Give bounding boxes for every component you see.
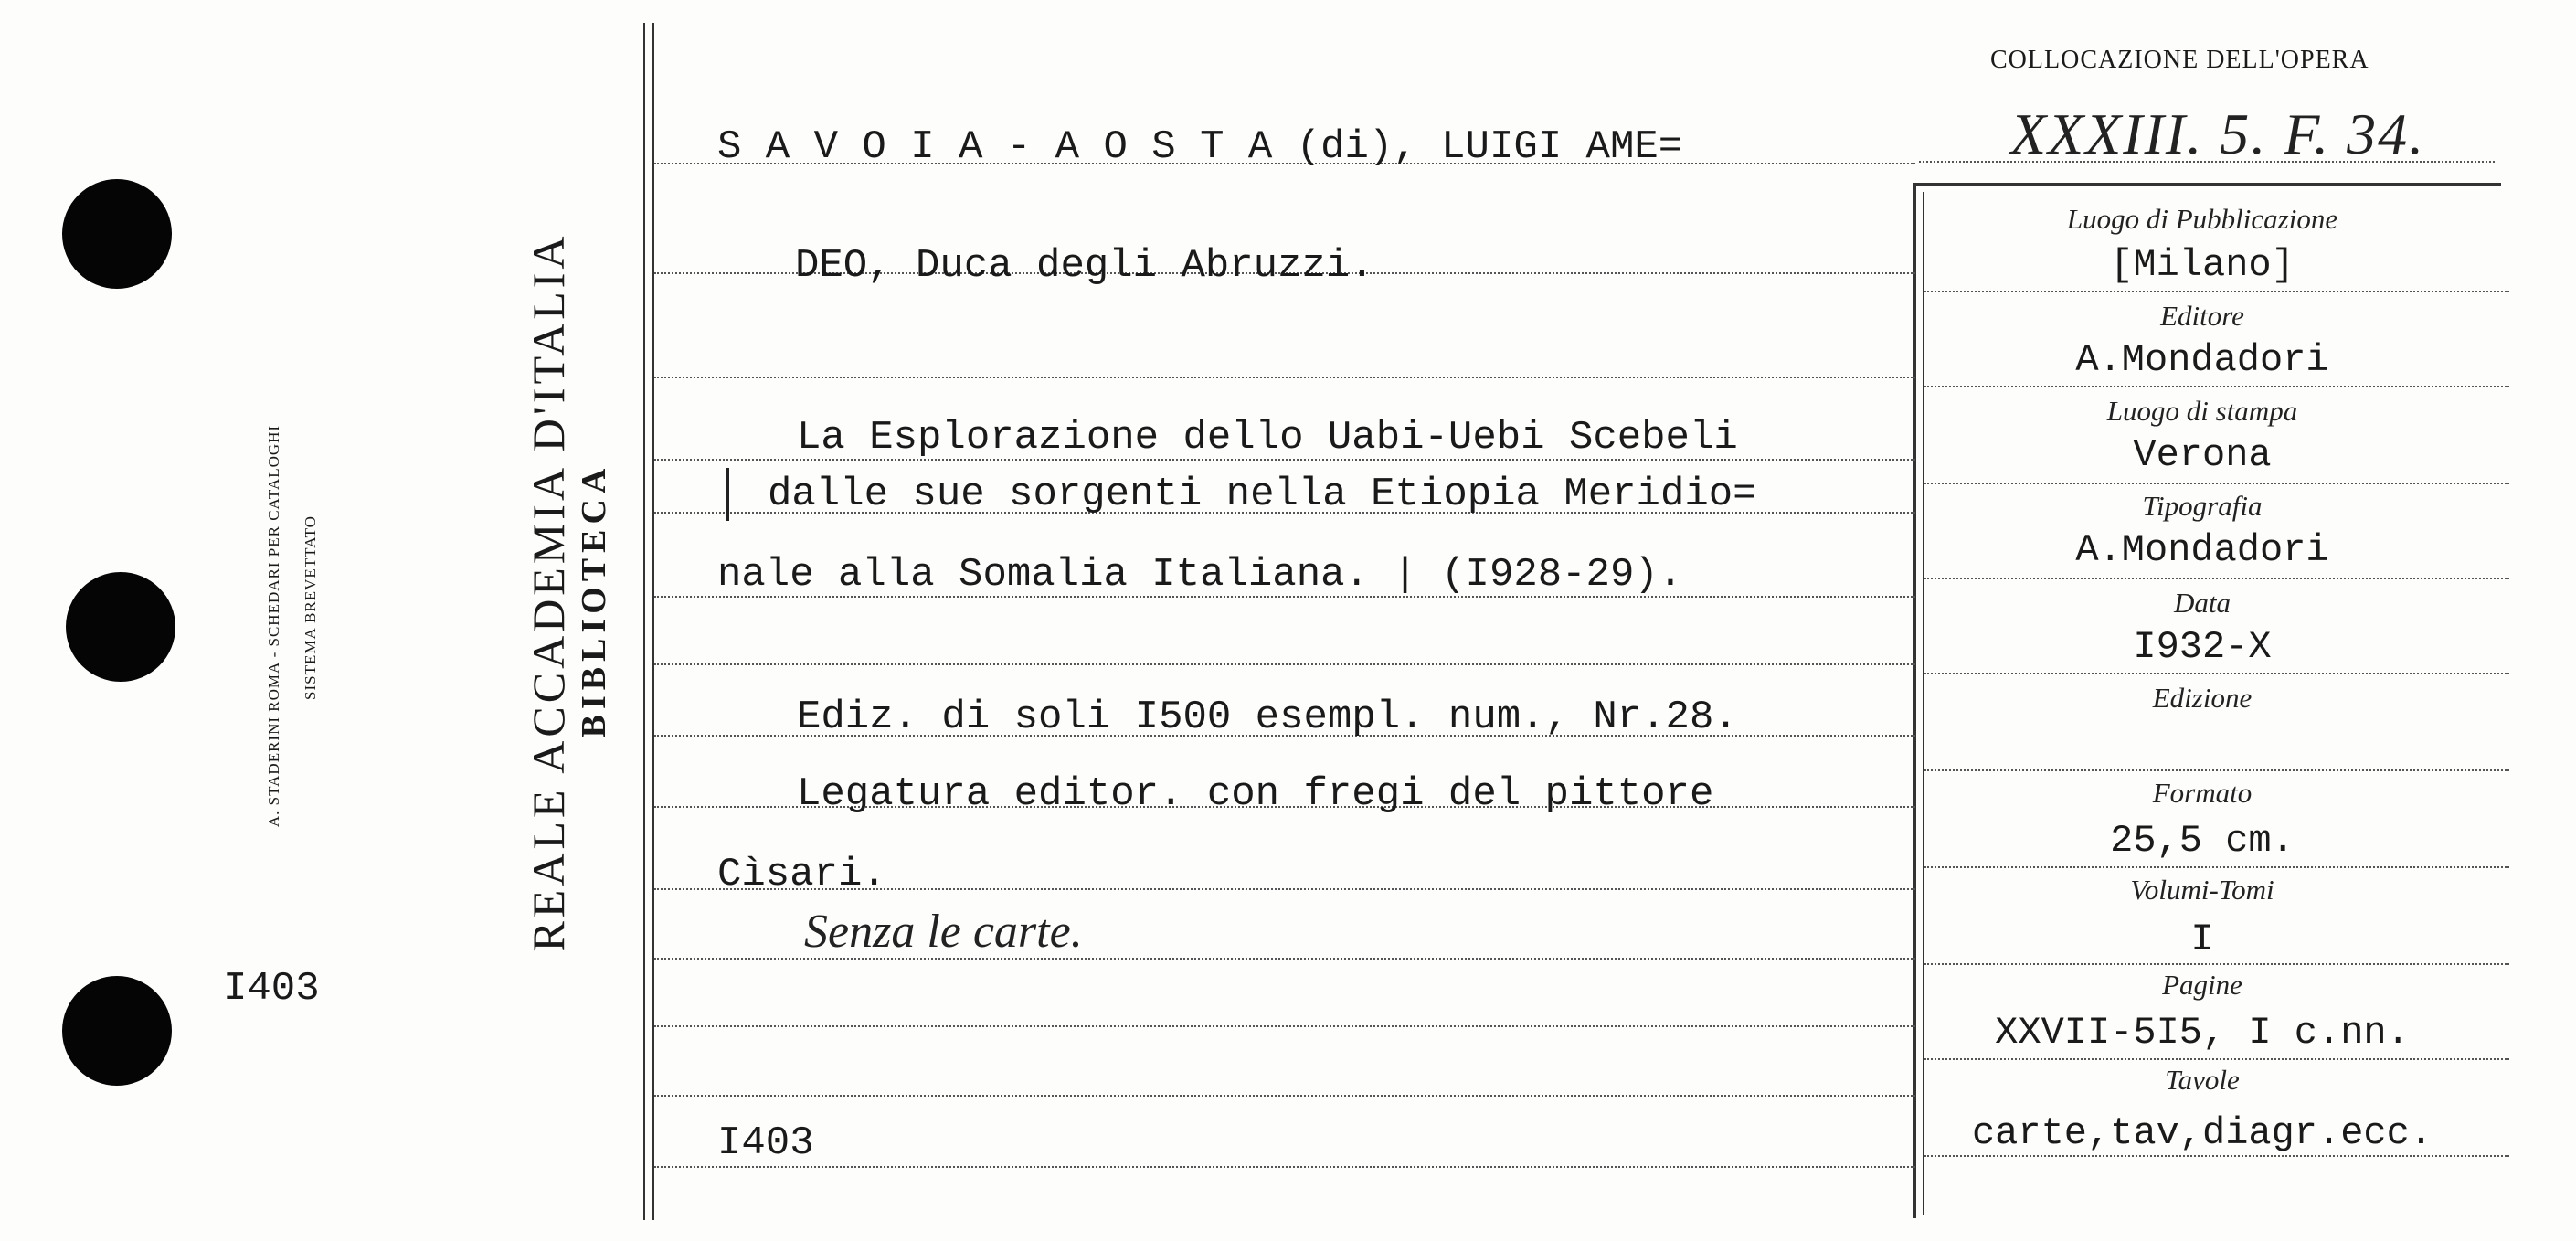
- left-number: I403: [223, 966, 320, 1012]
- field-rule-line: [1924, 483, 2509, 484]
- field-value: Verona: [2133, 433, 2272, 477]
- field-label: Pagine: [2162, 969, 2242, 1001]
- note-line-1: Ediz. di soli I500 esempl. num., Nr.28.: [797, 695, 1738, 740]
- rule-line: [654, 1095, 1915, 1097]
- field-label: Tipografia: [2142, 490, 2263, 522]
- rule-line: [654, 377, 1915, 378]
- margin-line-left: [643, 23, 645, 1220]
- author-line-1: S A V O I A - A O S T A (di), LUIGI AME=: [717, 124, 1683, 170]
- field-rule-line: [1924, 1155, 2509, 1157]
- field-label: Formato: [2152, 777, 2253, 809]
- field-rule-line: [1924, 963, 2509, 965]
- field-rule-line: [1924, 769, 2509, 771]
- punch-hole-middle: [66, 572, 175, 682]
- field-label: Edizione: [2152, 682, 2253, 714]
- field-rule-line: [1924, 291, 2509, 292]
- rule-line: [654, 1025, 1915, 1027]
- patent-label: [302, 233, 338, 982]
- collocation-label: COLLOCAZIONE DELL'OPERA: [1990, 46, 2369, 74]
- note-line-2: Legatura editor. con fregi del pittore: [797, 771, 1714, 817]
- rule-line: [654, 663, 1915, 665]
- title-line-1: La Esplorazione dello Uabi-Uebi Scebeli: [797, 415, 1738, 461]
- field-label: Data: [2174, 587, 2231, 619]
- printer-label: [265, 251, 302, 1001]
- field-label: Luogo di Pubblicazione: [2066, 203, 2338, 235]
- margin-line-left-2: [652, 23, 654, 1220]
- field-value: XXVII-5I5, I c.nn.: [1995, 1011, 2410, 1055]
- inventory-number: I403: [717, 1120, 814, 1166]
- field-rule-line: [1924, 866, 2509, 868]
- field-value: carte,tav,diagr.ecc.: [1971, 1111, 2433, 1155]
- field-value: 25,5 cm.: [2110, 819, 2295, 863]
- field-value: A.Mondadori: [2075, 338, 2329, 382]
- field-label: Editore: [2160, 300, 2244, 332]
- field-rule-line: [1924, 578, 2509, 579]
- author-line-2: DEO, Duca degli Abruzzi.: [795, 243, 1374, 289]
- title-line-3: nale alla Somalia Italiana. | (I928-29).: [717, 552, 1683, 598]
- field-label: Tavole: [2165, 1064, 2240, 1096]
- field-label: Luogo di stampa: [2106, 395, 2298, 427]
- academy-name: REALE ACCADEMIA D'ITALIA: [523, 232, 574, 952]
- rule-line: [654, 1166, 1915, 1168]
- title-line-2: dalle sue sorgenti nella Etiopia Meridio=: [768, 472, 1757, 517]
- note-line-3: Cìsari.: [717, 852, 886, 897]
- title-bar-mark: [726, 468, 729, 521]
- handwritten-note: Senza le carte.: [804, 906, 1083, 958]
- rule-line: [1919, 161, 2495, 163]
- field-rule-line: [1924, 386, 2509, 387]
- punch-hole-bottom: [62, 976, 172, 1086]
- patent-text: SISTEMA BREVETTATO: [302, 515, 319, 700]
- library-name: BIBLIOTECA: [575, 462, 613, 738]
- field-value: I932-X: [2133, 625, 2272, 669]
- field-value: I: [2190, 917, 2214, 961]
- field-label: Volumi-Tomi: [2130, 874, 2274, 906]
- field-value: [Milano]: [2110, 243, 2295, 287]
- punch-hole-top: [62, 179, 172, 289]
- field-rule-line: [1924, 673, 2509, 674]
- printer-text: A. STADERINI ROMA - SCHEDARI PER CATALOGHI: [265, 424, 282, 828]
- field-value: A.Mondadori: [2075, 528, 2329, 572]
- shelfmark: XXXIII. 5. F. 34.: [2010, 101, 2426, 166]
- field-rule-line: [1924, 1058, 2509, 1060]
